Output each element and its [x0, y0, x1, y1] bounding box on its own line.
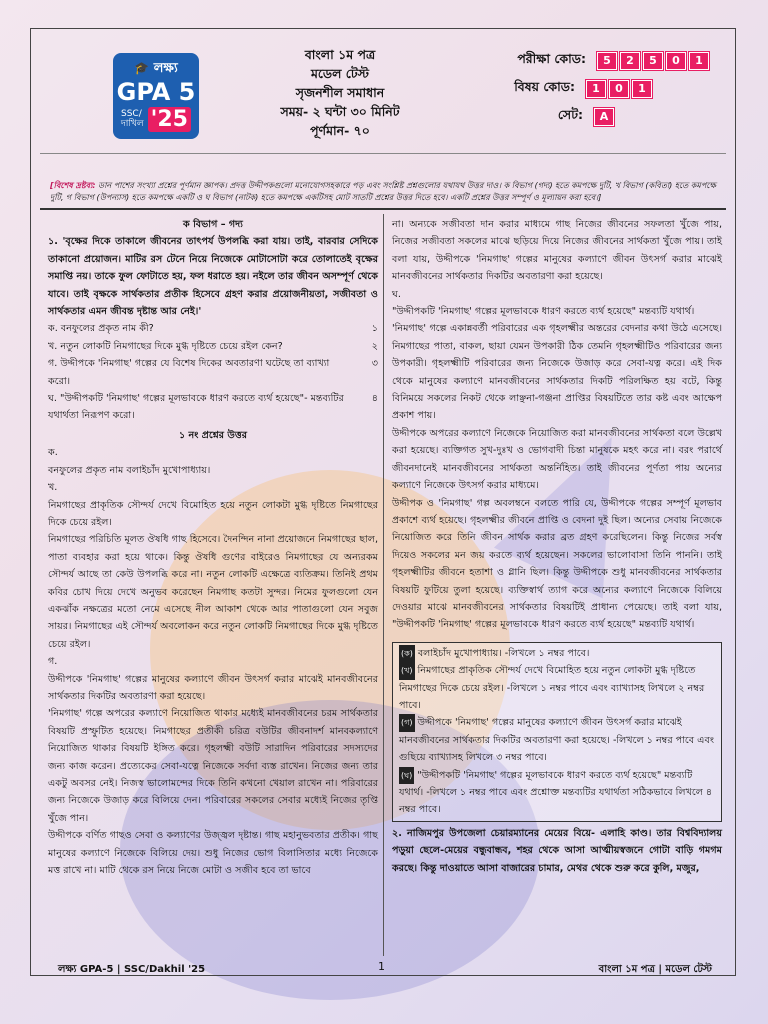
exam-header	[230, 45, 450, 140]
full-marks: পূর্ণমান- ৭০	[310, 123, 370, 138]
answer-kha: নিমগাছের প্রাকৃতিক সৌন্দর্য দেখে বিমোহিত হয়ে নতুন লোকটা মুগ্ধ দৃষ্টিতে নিমগাছের দিকে চেয়ে রইল।	[48, 499, 378, 528]
subject-code-digit: 1	[586, 80, 606, 98]
content-divider	[40, 208, 726, 210]
subject-title: বাংলা ১ম পত্র	[304, 47, 376, 62]
label-ga: গ.	[48, 656, 58, 668]
label-gha: ঘ.	[392, 288, 401, 300]
answer-ga-body: 'নিমগাছ' গল্পে অপরের কল্যাণে নিয়োজিত থাকার মধ্যেই মানবজীবনের চরম সার্থকতার বিষয়টি প্রস্ফুটিত হয়েছে। নিমগাছের প্রতীকী চরিত্র বউটির জীবনাদর্শ মানবকল্যাণে নিয়োজিত থাকার বিষয়টি ইঙ্গিত করে। গৃহলক্ষ্মী বউটি সারাদিন পরিবারের সদস্যদের জন্য কাজ করেন। প্রত্যেকের সেবা-যত্নে নিজেকে সর্বদা ব্যস্ত রাখেন। নিজের জন্য তার একটু অবসর নেই। নিজস্ব ভালোমন্দের দিকে তিনি কখনো খেয়াল রাখেন না। পরিবারের জন্য নিজেকে উজাড় করে বিলিয়ে দেন। পরিবারের সকলের সেবার মধ্যেই নিজের তৃপ্তি খুঁজে পান।	[48, 708, 378, 824]
marking-item: (গ) উদ্দীপকে 'নিমগাছ' গল্পের মানুষের কল্যাণে জীবন উৎসর্গ করার মাঝেই মানবজীবনের সার্থকতার দিকটির অবতারণা করা হয়েছে। -লিখলে ১ নম্বর পাবে এবং গুছিয়ে ব্যাখ্যাসহ লিখলে ৩ নম্বর পাবে।	[399, 714, 715, 766]
footer-brand: লক্ষ্য GPA-5 | SSC/Dakhil '25	[58, 964, 206, 975]
set-row	[558, 106, 614, 128]
logo-year: '25	[148, 107, 191, 132]
logo-line1: লক্ষ্য	[153, 61, 178, 76]
subject-code-digit: 1	[632, 80, 652, 98]
set-value: A	[594, 108, 614, 126]
label-kha: খ.	[48, 482, 58, 494]
section-heading: ক বিভাগ – গদ্য	[183, 219, 243, 230]
right-column	[392, 216, 722, 877]
left-column	[48, 216, 378, 879]
label-ka: ক.	[48, 447, 58, 459]
marking-item: (ক) বলাইচাঁদ মুখোপাধ্যায়। -লিখলে ১ নম্বর পাবে।	[399, 645, 715, 662]
answer-gha-body3: উদ্দীপক ও 'নিমগাছ' গল্প অবলম্বনে বলতে পারি যে, উদ্দীপকে গল্পের সম্পূর্ণ মূলভাব প্রকাশে ব্যর্থ হয়েছে। গৃহলক্ষ্মীর জীবনে প্রাপ্তি ও বেদনা দুই ছিল। অন্যের সেবায় নিজেকে নিয়োজিত করে তিনি জীবন সার্থক করার ব্রত গ্রহণ করেছিলেন। কিন্তু নিজের সর্বস্ব দিয়েও সকলের মন জয় করতে ব্যর্থ হয়েছেন। সকলের ভালোবাসা তিনি পাননি। তাই গৃহলক্ষ্মীটির জীবনে হতাশা ও গ্লানি ছিল। কিন্তু উদ্দীপকে শুধু মানবজীবনের সার্থকতার বিষয়টি ফুটিয়ে তুলা হয়েছে। ব্যক্তিস্বার্থ ত্যাগ করে অন্যের কল্যাণে নিজেকে বিলিয়ে দেওয়ার মাঝে মানবজীবনের সার্থকতার বিষয়টিই প্রাধান্য পেয়েছে। তাই বলা যায়, "উদ্দীপকটি 'নিমগাছ' গল্পের মূলভাবকে ধারণ করতে ব্যর্থ হয়েছে" মন্তব্যটি যথার্থ।	[392, 497, 722, 631]
exam-code-row	[517, 50, 709, 72]
answer-gha: "উদ্দীপকটি 'নিমগাছ' গল্পের মূলভাবকে ধারণ করতে ব্যর্থ হয়েছে" মন্তব্যটি যথার্থ।	[392, 306, 695, 318]
special-notice	[50, 180, 720, 204]
notice-label: [বিশেষ দ্রষ্টব্য:	[50, 181, 96, 190]
question-item: ক. বনফুলের প্রকৃত নাম কী? ১	[48, 323, 378, 335]
column-separator	[383, 214, 384, 956]
question-item: ঘ. "উদ্দীপকটি 'নিমগাছ' গল্পের মূলভাবকে ধারণ করতে ব্যর্থ হয়েছে"- মন্তব্যটির যথার্থতা নিরূপণ করো। ৪	[48, 393, 378, 422]
header-divider	[40, 153, 726, 154]
answer-ka: বনফুলের প্রকৃত নাম বলাইচাঁদ মুখোপাধ্যায়।	[48, 464, 211, 476]
answer-gha-body: 'নিমগাছ' গল্পে একান্নবর্তী পরিবারের এক গৃহলক্ষ্মীর অন্তরের বেদনার কথা উঠে এসেছে। নিমগাছের পাতা, বাকল, ছায়া যেমন উপকারী ঠিক তেমনি গৃহলক্ষ্মীটিও পরিবারের জন্য উপকারী। গৃহলক্ষ্মীটি পরিবারের জন্য নিজেকে উজাড় করে সেবা-যত্ন করে। এই দিক থেকে মানুষের কল্যাণে মানবজীবনের সার্থকতার দিকটি পরিলক্ষিত হয় বটে, কিন্তু বিনিময়ে সকলের নিকট থেকে লাঞ্ছনা-গঞ্জনা প্রাপ্তির বিষয়টিতে তার কষ্ট এবং আক্ষেপ প্রকাশ পায়।	[392, 323, 722, 422]
logo-ssc-text: SSC/ দাখিল	[121, 109, 144, 129]
marking-item: (ঘ) "উদ্দীপকটি 'নিমগাছ' গল্পের মূলভাবকে ধারণ করতে ব্যর্থ হয়েছে" মন্তব্যটি যথার্থ। -লিখলে ১ নম্বর পাবে এবং প্রশ্নোক্ত মন্তব্যটির যথার্থতা সঠিকভাবে লিখলে ৪ নম্বর পাবে।	[399, 767, 715, 819]
subject-code-digit: 0	[609, 80, 629, 98]
subject-code-label: বিষয় কোড:	[514, 79, 575, 94]
duration: সময়- ২ ঘন্টা ৩০ মিনিট	[280, 104, 400, 119]
solution-type: সৃজনশীল সমাধান	[295, 85, 385, 100]
exam-code-digit: 1	[689, 52, 709, 70]
page-number: 1	[378, 960, 385, 973]
answer-gha-body2: উদ্দীপকে অপরের কল্যাণে নিজেকে নিয়োজিত করা মানবজীবনের সার্থকতা বলে উল্লেখ করা হয়েছে। ব্যক্তিগত সুখ-দুঃখ ও ভোগবাদী চিন্তা মানুষকে মহৎ করে না। বরং পরার্থে জীবনদানেই মানবজীবনের সার্থকতা অন্তর্নিহিত। তাই জীবনের পূর্ণতা পায় অন্যের কল্যাণে নিজেকে উৎসর্গ করার মাধ্যমে।	[392, 427, 722, 492]
subject-code-row	[514, 78, 652, 100]
question-item: খ. নতুন লোকটি নিমগাছের দিকে মুগ্ধ দৃষ্টিতে চেয়ে রইল কেন? ২	[48, 340, 378, 352]
answer-heading: ১ নং প্রশ্নের উত্তর	[178, 429, 248, 441]
marking-item: (খ) নিমগাছের প্রাকৃতিক সৌন্দর্য দেখে বিমোহিত হয়ে নতুন লোকটা মুগ্ধ দৃষ্টিতে নিমগাছের দিকে চেয়ে রইল। -লিখলে ১ নম্বর পাবে এবং ব্যাখ্যাসহ লিখলে ২ নম্বর পাবে।	[399, 662, 715, 714]
question-2-stimulus: ২. নাজিমপুর উপজেলা চেয়ারম্যানের মেয়ের বিয়ে- এলাহি কাণ্ড। তার বিশ্ববিদ্যালয় পড়ুয়া ছেলে-মেয়ের বন্ধুবান্ধব, শহর থেকে আসা আত্মীয়স্বজনে গোটা বাড়ি গমগম করছে। কিন্তু দাওয়াতে আসা বাজারের চামার, মেথর থেকে শুরু করে কুলি, মজুর,	[392, 827, 722, 874]
answer-ga-cont: না। অন্যকে সজীবতা দান করার মাধ্যমে গাছ নিজের জীবনের সফলতা খুঁজে পায়, নিজের সজীবতা সকলের মাঝে ছড়িয়ে দিয়ে নিজের জীবনের সার্থকতা খুঁজে পায়। তাই বলা যায়, উদ্দীপকে 'নিমগাছ' গল্পের মানুষের কল্যাণে জীবন উৎসর্গ করার মাঝেই মানবজীবনের সার্থকতার দিকটির অবতারণা করা হয়েছে।	[392, 219, 722, 283]
notice-text: ডান পাশের সংখ্যা প্রশ্নের পূর্ণমান জ্ঞাপক। প্রদত্ত উদ্দীপকগুলো মনোযোগসহকারে পড় এবং সংশ্লিষ্ট প্রশ্নগুলোর যথাযথ উত্তর দাও। ক বিভাগ (গদ্য) হতে কমপক্ষে দুটি, খ বিভাগ (কবিতা) হতে কমপক্ষে দুটি, গ বিভাগ (উপন্যাস) হতে কমপক্ষে একটি ও ঘ বিভাগ (নাটক) হতে কমপক্ষে একটিসহ মোট সাতটি প্রশ্নের উত্তর দিতে হবে। একটি প্রশ্নের উত্তর সম্পূর্ণ ও মূল্যায়ন করা হবে।]	[50, 181, 716, 202]
exam-code-label: পরীক্ষা কোড:	[517, 51, 586, 66]
stimulus-text: ১. 'বৃক্ষের দিকে তাকালে জীবনের তাৎপর্য উপলব্ধি করা যায়। তাই, বারবার সেদিকে তাকানো প্রয়োজন। মাটির রস টেনে নিয়ে নিজেকে মোটাসোটা করে তোলাতেই বৃক্ষের সমাপ্তি নয়। তাকে ফুল ফোটাতে হয়, ফল ধরাতে হয়। নইলে তার জীবন অসম্পূর্ণ থেকে যাবে। তাই বৃক্ষকে সার্থকতার প্রতীক হিসেবে গ্রহণ করার প্রয়োজনীয়তা, সজীবতা ও সার্থকতার এমন জীবন্ত দৃষ্টান্ত আর নেই।'	[48, 236, 378, 318]
exam-code-digit: 5	[643, 52, 663, 70]
logo-line2: GPA 5	[116, 78, 196, 106]
answer-ga: উদ্দীপকে 'নিমগাছ' গল্পের মানুষের কল্যাণে জীবন উৎসর্গ করার মাঝেই মানবজীবনের সার্থকতার দিকটির অবতারণা করা হয়েছে।	[48, 673, 378, 702]
answer-ga-body2: উদ্দীপকে বর্ণিত গাছও সেবা ও কল্যাণের উজ্জ্বল দৃষ্টান্ত। গাছ মহানুভবতার প্রতীক। গাছ মানুষের কল্যাণে নিজেকে বিলিয়ে দেয়। শুধু নিজের ভোগ বিলাসিতার মধ্যে নিজেকে মত্ত রাখে না। মাটি থেকে রস নিয়ে নিজে মোটা ও সজীব হবে তা ভাবে	[48, 830, 378, 877]
graduation-cap-icon: 🎓	[134, 61, 150, 75]
footer-subject: বাংলা ১ম পত্র | মডেল টেস্ট	[598, 964, 712, 975]
exam-code-digit: 2	[620, 52, 640, 70]
test-type: মডেল টেস্ট	[310, 66, 370, 81]
set-label: সেট:	[557, 107, 583, 122]
brand-logo	[113, 53, 199, 139]
question-item: গ. উদ্দীপকে 'নিমগাছ' গল্পের যে বিশেষ দিকের অবতারণা ঘটেছে তা ব্যাখ্যা করো। ৩	[48, 358, 378, 387]
logo-badge	[121, 109, 191, 133]
exam-code-digit: 0	[666, 52, 686, 70]
exam-code-digit: 5	[597, 52, 617, 70]
answer-kha-body: নিমগাছের পরিচিতি মূলত ঔষধি গাছ হিসেবে। দৈনন্দিন নানা প্রয়োজনে নিমগাছের ছাল, পাতা ব্যবহার করা হয়ে থাকে। কিন্তু ঔষধি গুণের বাইরেও নিমগাছের যে অন্যরকম সৌন্দর্য আছে তা কেউ উপলব্ধি করে না। নতুন লোকটি এক্ষেত্রে ব্যতিক্রম। তিনিই প্রথম কবির চোখ দিয়ে দেখে অনুভব করেছেন নিমগাছ কতটা সুন্দর। নিমের ফুলগুলো যেন একঝাঁক নক্ষত্রের মতো নেমে এসেছে নীল আকাশ থেকে আর পাতাগুলো যেন সবুজ সায়র। নিমগাছের এই সৌন্দর্য অবলোকন করে নতুন লোকটি নিমগাছের দিকে মুগ্ধ দৃষ্টিতে চেয়ে রইল।	[48, 534, 378, 650]
marking-guide	[392, 642, 722, 822]
